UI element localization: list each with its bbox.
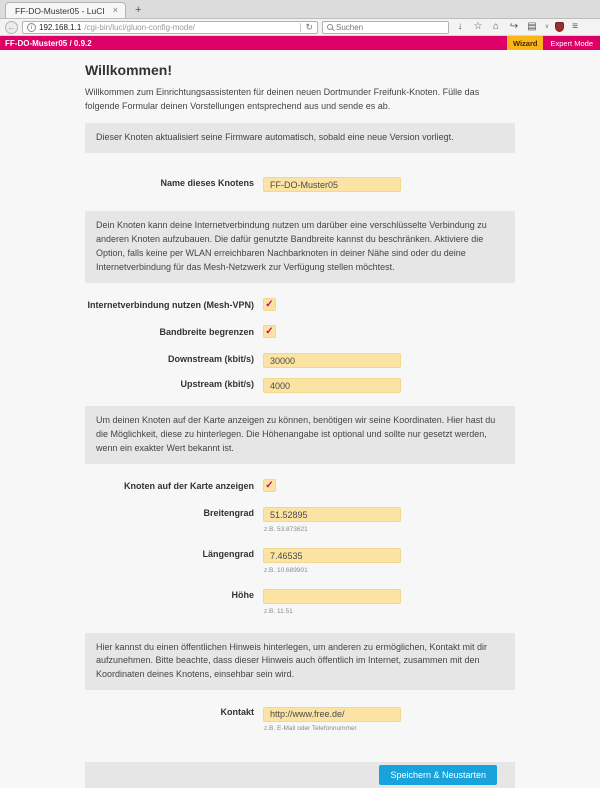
hostname-label: Name dieses Knotens [160,177,254,188]
share-icon[interactable]: ↪ [509,21,519,32]
firmware-note: Dieser Knoten aktualisiert seine Firmware automatisch, sobald eine neue Version vorliegt. [85,123,515,153]
url-path: /cgi-bin/luci/gluon-config-mode/ [84,22,195,32]
limit-bandwidth-checkbox[interactable]: ✓ [263,325,276,338]
mesh-vpn-label: Internetverbindung nutzen (Mesh-VPN) [87,299,254,310]
bookmark-star-icon[interactable]: ☆ [473,21,483,32]
contact-input[interactable] [263,707,401,722]
downstream-label: Downstream (kbit/s) [167,353,254,364]
longitude-row [85,546,515,580]
show-on-map-checkbox[interactable]: ✓ [263,479,276,492]
latitude-row [85,505,515,539]
menu-icon[interactable]: ≡ [572,21,578,32]
hostname-input[interactable] [263,177,401,192]
intro-text: Willkommen zum Einrichtungsassistenten für deinen neuen Dortmunder Freifunk-Knoten. Fülle das folgende Formular deinen Vorstellungen entsprechend aus und sende es ab. [85,87,480,111]
upstream-label: Upstream (kbit/s) [180,378,254,389]
download-icon[interactable]: ↓ [457,21,463,32]
browser-tab[interactable] [5,2,126,18]
back-button[interactable]: ← [7,21,16,32]
location-note: Um deinen Knoten auf der Karte anzeigen zu können, benötigen wir seine Koordinaten. Hier hast du die Möglichkeit, diese zu hinterlegen. Die Höhenangabe ist optional und sollte nur gesetzt werden, wenn ein exakter Wert bekannt ist. [85,406,515,464]
contact-label: Kontakt [220,707,254,718]
library-icon[interactable]: ▤ [527,21,537,32]
site-header [0,36,600,50]
search-bar[interactable] [322,21,449,34]
mesh-vpn-row [85,297,515,311]
downstream-input[interactable] [263,353,401,368]
url-bar[interactable] [22,21,318,34]
tab-title: FF-DO-Muster05 - LuCI [15,5,105,16]
site-info-icon[interactable]: i [27,23,36,32]
browser-toolbar [0,19,600,36]
show-on-map-label: Knoten auf der Karte anzeigen [123,480,254,491]
longitude-label: Längengrad [202,548,254,559]
latitude-input[interactable] [263,507,401,522]
show-on-map-row [85,478,515,492]
chevron-down-icon[interactable]: ∨ [544,24,550,30]
tab-close-icon[interactable]: × [112,5,119,15]
limit-bandwidth-row [85,324,515,338]
mesh-vpn-checkbox[interactable]: ✓ [263,298,276,311]
tab-bar [0,0,600,19]
longitude-hint: z.B. 10.689901 [264,566,308,574]
mesh-vpn-note: Dein Knoten kann deine Internetverbindung nutzen um darüber eine verschlüsselte Verbindung zu anderen Knoten aufzubauen. Die dafür genutzte Bandbreite kannst du beschränken. Aktiviere die Option, falls keine per WLAN erreichbaren Nachbarknoten in deiner Nähe sind oder du deine Internetverbindung für das Mesh-Netzwerk zur Verfügung stellen möchtest. [85,211,515,283]
contact-row [85,704,515,738]
contact-hint: z.B. E-Mail oder Telefonnummer [264,725,357,733]
save-reboot-button[interactable]: Speichern & Neustarten [379,765,497,785]
hostname-row [85,175,515,193]
upstream-row [85,376,515,394]
node-title: FF-DO-Muster05 / 0.9.2 [5,38,92,48]
page-title: Willkommen! [85,62,172,78]
search-input[interactable] [336,23,444,32]
search-icon [327,24,333,30]
contact-note: Hier kannst du einen öffentlichen Hinweis hinterlegen, um anderen zu ermöglichen, Kontakt mit dir aufzunehmen. Bitte beachte, dass dieser Hinweis auch öffentlich im Internet, zusammen mit den Koordinaten deines Knotens, einsehbar sein wird. [85,633,515,691]
altitude-label: Höhe [231,589,254,600]
altitude-hint: z.B. 11.51 [264,607,293,615]
latitude-hint: z.B. 53.873621 [264,525,308,533]
limit-bandwidth-label: Bandbreite begrenzen [159,326,254,337]
new-tab-button[interactable]: + [135,4,142,16]
tab-wizard[interactable]: Wizard [507,36,544,50]
form-footer [85,762,515,788]
altitude-input[interactable] [263,589,401,604]
addon-shield-icon[interactable] [555,22,564,32]
home-icon[interactable]: ⌂ [492,21,500,32]
reload-icon[interactable]: ↻ [300,23,313,32]
upstream-input[interactable] [263,378,401,393]
altitude-row [85,587,515,621]
downstream-row [85,351,515,369]
url-host: 192.168.1.1 [39,22,82,32]
longitude-input[interactable] [263,548,401,563]
wizard-form [85,50,515,788]
tab-expert-mode[interactable]: Expert Mode [550,38,593,48]
latitude-label: Breitengrad [203,507,254,518]
